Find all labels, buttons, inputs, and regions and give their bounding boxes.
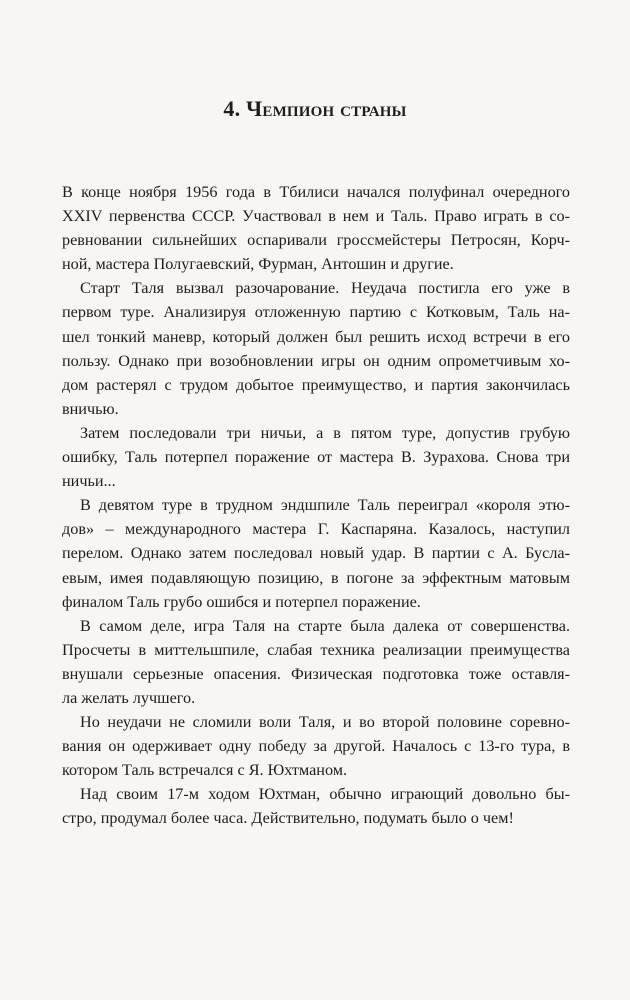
text-line: стро, продумал более часа. Действительно, подумать было о чем! [62,809,514,828]
chapter-title [0,96,630,122]
text-line: Но неудачи не сломили воли Таля, и во второй половине соревно- [80,713,570,732]
chapter-title-rest: емпион страны [262,96,407,121]
paragraph-4 [62,493,570,613]
text-line: первом туре. Анализируя отложенную партию с Котковым, Таль на- [62,303,570,322]
text-line: Затем последовали три ничьи, а в пятом туре, допустив грубую [80,423,570,442]
paragraph-1 [62,180,570,276]
text-line: финалом Таль грубо ошибся и потерпел поражение. [62,592,421,611]
text-line: дом растерял с трудом добытое преимущество, и партия закончилась [62,375,570,394]
chapter-title-first-letter: Ч [246,96,263,121]
paragraph-5 [62,614,570,710]
text-line: шел тонкий маневр, который должен был решить исход встречи в его [62,327,570,346]
text-line: Над своим 17-м ходом Юхтман, обычно играющий довольно бы- [80,785,570,804]
paragraph-6 [62,710,570,782]
paragraph-7 [62,782,570,830]
text-line: XXIV первенства СССР. Участвовал в нем и Таль. Право играть в со- [62,207,570,226]
text-line: внушали серьезные опасения. Физическая подготовка тоже оставля- [62,664,570,683]
text-line: дов» – международного мастера Г. Каспаряна. Казалось, наступил [62,520,570,539]
text-line: пользу. Однако при возобновлении игры он одним опрометчивым хо- [62,351,570,370]
paragraph-2 [62,276,570,421]
body-text [62,180,570,831]
text-line: ла желать лучшего. [62,688,196,707]
chapter-number: 4. [223,96,241,121]
text-line: В самом деле, игра Таля на старте была далека от совершенства. [80,616,570,635]
text-line: евым, имея подавляющую позицию, в погоне за эффектным матовым [62,568,570,587]
text-line: Просчеты в миттельшпиле, слабая техника реализации преимущества [62,640,570,659]
text-line: вничью. [62,399,119,418]
text-line: В конце ноября 1956 года в Тбилиси начался полуфинал очередного [62,183,570,201]
text-line: котором Таль встречался с Я. Юхтманом. [62,761,348,780]
text-line: ничьи... [62,472,116,491]
text-line: В девятом туре в трудном эндшпиле Таль переиграл «короля этю- [80,496,570,515]
text-line: ошибку, Таль потерпел поражение от мастера В. Зурахова. Снова три [62,448,570,467]
text-line: вания он одерживает одну победу за другой. Началось с 13-го тура, в [62,737,570,756]
paragraph-3 [62,421,570,493]
text-line: ной, мастера Полугаевский, Фурман, Антошин и другие. [62,255,454,274]
text-line: Старт Таля вызвал разочарование. Неудача постигла его уже в [80,279,570,298]
text-line: перелом. Однако затем последовал новый удар. В партии с А. Бусла- [62,544,570,563]
text-line: ревновании сильнейших оспаривали гроссмейстеры Петросян, Корч- [62,231,570,250]
